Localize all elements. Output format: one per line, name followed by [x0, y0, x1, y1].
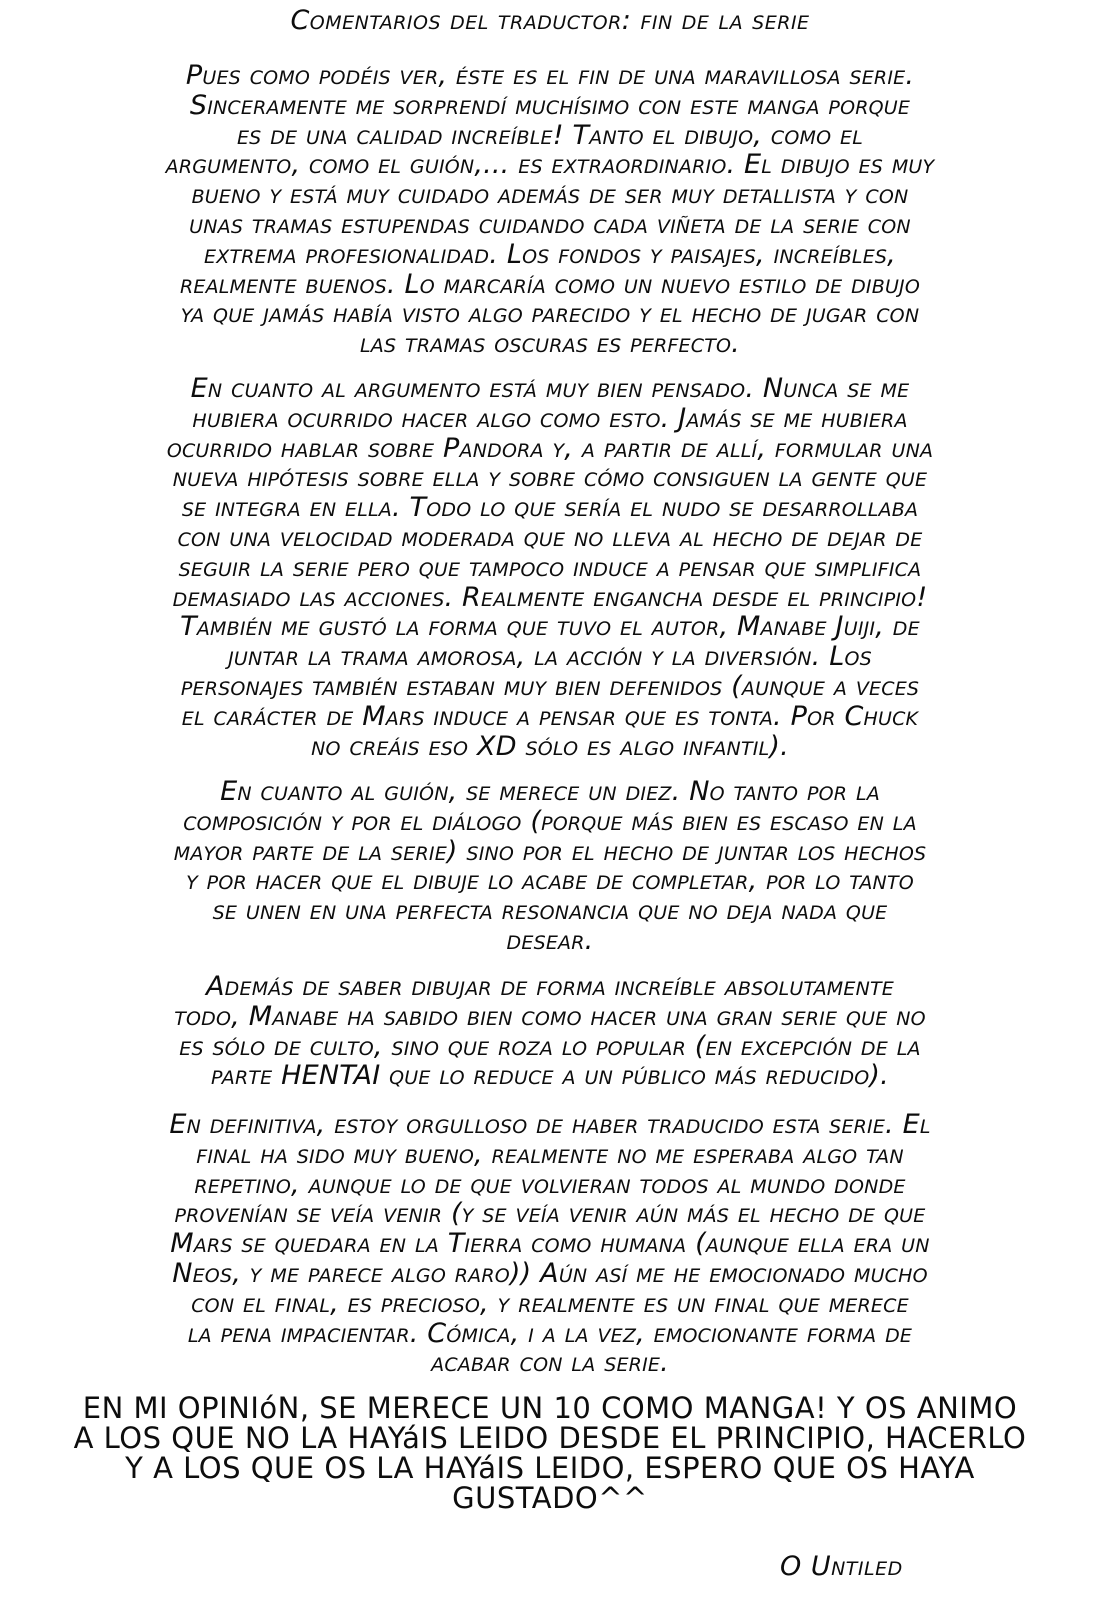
text-line: En cuanto al guión, se merece un diez. No tanto por la	[220, 776, 880, 807]
signature: O Untiled	[780, 1551, 903, 1582]
text-line: seguir la serie pero que tampoco induce a pensar que simplifica	[178, 551, 922, 583]
text-line: las tramas oscuras es perfecto.	[360, 328, 740, 360]
text-line: ya que jamás había visto algo parecido y el hecho de jugar con	[180, 298, 920, 330]
text-line: la pena impacientar. Cómica, i a la vez, emocionante forma de	[187, 1317, 913, 1349]
paragraph-author	[30, 972, 1070, 1091]
text-line: es de una calidad increíble! Tanto el dibujo, como el	[236, 119, 864, 151]
text-line: realmente buenos. Lo marcaría como un nuevo estilo de dibujo	[179, 268, 921, 300]
text-line: provenían se veía venir (y se veía venir aún más el hecho de que	[174, 1198, 926, 1230]
text-line: acabar con la serie.	[431, 1347, 669, 1379]
text-line: todo, Manabe ha sabido bien como hacer una gran serie que no	[174, 1000, 926, 1032]
text-line: unas tramas estupendas cuidando cada viñeta de la serie con	[189, 208, 911, 240]
text-line: argumento, como el guión,... es extraordinario. El dibujo es muy	[165, 149, 935, 181]
paragraph-art	[30, 61, 1070, 359]
text-line: Mars se quedara en la Tierra como humana (aunque ella era un	[170, 1228, 930, 1260]
text-line: Y A LOS QUE OS LA HAYáIS LEIDO, ESPERO QUE OS HAYA	[125, 1451, 975, 1485]
text-line: el carácter de Mars induce a pensar que es tonta. Por Chuck	[181, 700, 919, 732]
text-line: juntar la trama amorosa, la acción y la diversión. Los	[228, 641, 872, 673]
text-line: GUSTADO^^	[452, 1481, 648, 1515]
text-line: personajes también estaban muy bien defenidos (aunque a veces	[180, 670, 920, 702]
text-line: se integra en ella. Todo lo que sería el nudo se desarrollaba	[181, 492, 919, 524]
text-line: También me gustó la forma que tuvo el autor, Manabe Juiji, de	[180, 611, 920, 643]
text-line: demasiado las acciones. Realmente engancha desde el principio!	[172, 581, 928, 613]
text-line: nueva hipótesis sobre ella y sobre cómo consiguen la gente que	[172, 462, 928, 494]
text-line: no creáis eso XD sólo es algo infantil).	[311, 730, 789, 762]
text-line: parte HENTAI que lo reduce a un público más reducido).	[211, 1060, 889, 1092]
text-line: A LOS QUE NO LA HAYáIS LEIDO DESDE EL PRINCIPIO, HACERLO	[73, 1421, 1027, 1455]
text-line: En definitiva, estoy orgulloso de haber traducido esta serie. El	[169, 1109, 931, 1140]
text-line: bueno y está muy cuidado además de ser muy detallista y con	[191, 179, 909, 211]
text-line: repetino, aunque lo de que volvieran todos al mundo donde	[194, 1168, 906, 1200]
text-line: ocurrido hablar sobre Pandora y, a partir de allí, formular una	[166, 432, 934, 464]
text-line: hubiera ocurrido hacer algo como esto. Jamás se me hubiera	[192, 402, 908, 434]
text-line: Neos, y me parece algo raro)) Aún así me he emocionado mucho	[172, 1257, 928, 1289]
text-line: final ha sido muy bueno, realmente no me esperaba algo tan	[196, 1138, 904, 1170]
text-line: En cuanto al argumento está muy bien pensado. Nunca se me	[190, 373, 910, 404]
text-line: desear.	[506, 924, 594, 956]
paragraph-conclusion	[30, 1110, 1070, 1378]
text-line: Sinceramente me sorprendí muchísimo con este manga porque	[189, 89, 911, 121]
paragraph-plot	[30, 374, 1070, 761]
page-title: Comentarios del traductor: fin de la serie	[290, 5, 810, 36]
paragraph-script	[30, 777, 1070, 956]
text-line: con una velocidad moderada que no lleva al hecho de dejar de	[177, 521, 923, 553]
text-line: EN MI OPINIóN, SE MERECE UN 10 COMO MANGA! Y OS ANIMO	[82, 1391, 1018, 1425]
text-line: es sólo de culto, sino que roza lo popular (en excepción de la	[179, 1030, 921, 1062]
text-line: Pues como podéis ver, éste es el fin de una maravillosa serie.	[185, 60, 915, 91]
closing-opinion	[30, 1393, 1070, 1513]
text-line: y por hacer que el dibuje lo acabe de completar, por lo tanto	[186, 865, 914, 897]
text-line: extrema profesionalidad. Los fondos y paisajes, increíbles,	[204, 238, 896, 270]
text-line: mayor parte de la serie) sino por el hecho de juntar los hechos	[173, 835, 927, 867]
text-line: se unen en una perfecta resonancia que no deja nada que	[212, 895, 888, 927]
text-line: Además de saber dibujar de forma increíble absolutamente	[206, 971, 894, 1002]
text-line: composición y por el diálogo (porque más bien es escaso en la	[183, 805, 917, 837]
text-line: con el final, es precioso, y realmente es un final que merece	[191, 1287, 909, 1319]
